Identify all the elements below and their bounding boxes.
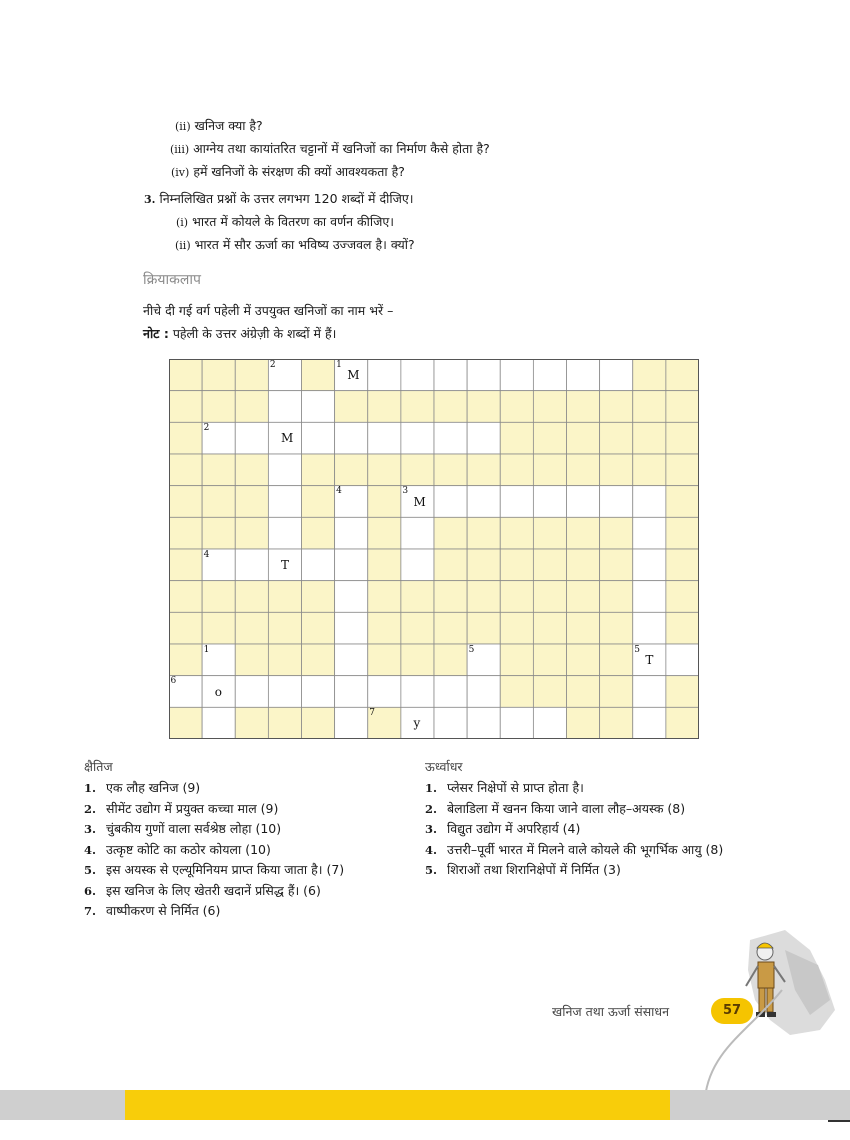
crossword-cell-open [533, 486, 566, 518]
crossword-cell-shaded [335, 454, 368, 486]
crossword-cell-shaded [467, 454, 500, 486]
crossword-cell-shaded [666, 454, 699, 486]
crossword-cell-open [268, 486, 301, 518]
crossword-cell-shaded [500, 644, 533, 676]
crossword-letter: M [347, 367, 360, 382]
clue-text: इस खनिज के लिए खेतरी खदानें प्रसिद्ध हैं। (6) [106, 882, 321, 898]
crossword-cell-shaded [302, 454, 335, 486]
crossword-cell-open [268, 391, 301, 423]
crossword-cell-open [600, 486, 633, 518]
crossword-cell-open [467, 486, 500, 518]
crossword-cell-shaded [467, 391, 500, 423]
crossword-cell-open [633, 707, 666, 739]
crossword-cell-shaded [567, 644, 600, 676]
crossword-cell-open [500, 359, 533, 391]
crossword-cell-shaded [567, 707, 600, 739]
crossword-cell-open [467, 676, 500, 708]
footer-band-yellow [125, 1090, 670, 1120]
crossword-cell-shaded [600, 422, 633, 454]
crossword-cell-shaded [401, 612, 434, 644]
crossword-cell-open [335, 549, 368, 581]
crossword-cell-shaded [600, 454, 633, 486]
crossword-cell-shaded [567, 422, 600, 454]
note-text: पहेली के उत्तर अंग्रेज़ी के शब्दों में हैं। [172, 326, 337, 341]
crossword-cell-open [500, 486, 533, 518]
crossword-cell-open [401, 676, 434, 708]
crossword-cell-shaded [434, 549, 467, 581]
crossword-cell-shaded [368, 612, 401, 644]
question-text: भारत में सौर ऊर्जा का भविष्य उज्जवल है। क्यों? [194, 237, 415, 252]
crossword-cell-shaded [567, 581, 600, 613]
crossword-cell-shaded [401, 581, 434, 613]
crossword-cell-shaded [235, 486, 268, 518]
question-text: आग्नेय तथा कायांतरित चट्टानों में खनिजों का निर्माण कैसे होता है? [193, 141, 490, 156]
clue-item [84, 800, 278, 817]
crossword-cell-open [567, 486, 600, 518]
question-number: (ii) [175, 120, 191, 133]
crossword-cell-shaded [169, 422, 202, 454]
question-text: भारत में कोयले के वितरण का वर्णन कीजिए। [192, 214, 395, 229]
crossword-cell-shaded [202, 517, 235, 549]
clue-item [425, 841, 723, 858]
crossword-cell-shaded [500, 612, 533, 644]
crossword-cell-open [434, 676, 467, 708]
crossword-cell-shaded [533, 676, 566, 708]
crossword-cell-open [633, 612, 666, 644]
crossword-cell-shaded [533, 454, 566, 486]
clue-number: 4. [425, 842, 438, 857]
clue-item [84, 902, 220, 919]
crossword-cell-shaded [401, 454, 434, 486]
crossword-cell-shaded [335, 391, 368, 423]
crossword-cell-open [467, 359, 500, 391]
crossword-cell-shaded [567, 391, 600, 423]
crossword-cell-shaded [666, 676, 699, 708]
clue-item [425, 861, 621, 878]
crossword-cell-shaded [533, 549, 566, 581]
crossword-cell-shaded [567, 549, 600, 581]
crossword-cell-shaded [202, 391, 235, 423]
crossword-cell-shaded [169, 359, 202, 391]
crossword-cell-shaded [169, 517, 202, 549]
question-number: (iv) [171, 166, 190, 179]
clue-text: विद्युत उद्योग में अपरिहार्य (4) [447, 821, 581, 836]
crossword-cell-shaded [434, 612, 467, 644]
crossword-cell-shaded [401, 644, 434, 676]
crossword-cell-shaded [368, 454, 401, 486]
crossword-cell-shaded [567, 612, 600, 644]
crossword-cell-shaded [302, 612, 335, 644]
question-2-ii [175, 117, 263, 134]
crossword-cell-open [335, 676, 368, 708]
clue-text: सीमेंट उद्योग में प्रयुक्त कच्चा माल (9) [106, 800, 279, 816]
crossword-clue-number: 4 [203, 549, 210, 560]
crossword-cell-shaded [169, 707, 202, 739]
crossword-cell-open [268, 454, 301, 486]
crossword-cell-open [533, 359, 566, 391]
crossword-cell-shaded [467, 612, 500, 644]
crossword-cell-open [302, 391, 335, 423]
crossword-cell-open [500, 707, 533, 739]
crossword-cell-open [401, 517, 434, 549]
crossword-cell-open [335, 517, 368, 549]
question-3-ii [175, 236, 415, 253]
crossword-cell-shaded [235, 517, 268, 549]
clue-text: उत्कृष्ट कोटि का कठोर कोयला (10) [106, 841, 271, 857]
crossword-cell-open [633, 486, 666, 518]
crossword-cell-shaded [500, 676, 533, 708]
crossword-cell-shaded [533, 581, 566, 613]
crossword-cell-shaded [169, 549, 202, 581]
crossword-cell-open [633, 581, 666, 613]
crossword-cell-shaded [434, 581, 467, 613]
crossword-cell-open [368, 359, 401, 391]
crossword-cell-open [268, 517, 301, 549]
crossword-cell-open [434, 359, 467, 391]
question-3-i [176, 213, 394, 230]
crossword-cell-shaded [268, 644, 301, 676]
clue-number: 6. [84, 883, 97, 898]
crossword-cell-shaded [500, 391, 533, 423]
crossword-cell-shaded [302, 486, 335, 518]
crossword-cell-open [235, 422, 268, 454]
crossword-clue-number: 5 [468, 644, 475, 655]
clue-text: चुंबकीय गुणों वाला सर्वश्रेष्ठ लोहा (10) [106, 821, 282, 836]
crossword-cell-shaded [302, 644, 335, 676]
clue-text: शिराओं तथा शिरानिक्षेपों में निर्मित (3) [447, 862, 621, 877]
crossword-cell-open [302, 422, 335, 454]
crossword-cell-shaded [567, 454, 600, 486]
clue-item [84, 861, 344, 878]
crossword-cell-shaded [666, 707, 699, 739]
crossword-cell-shaded [666, 391, 699, 423]
clue-number: 3. [84, 822, 97, 836]
crossword-cell-shaded [600, 707, 633, 739]
crossword-cell-shaded [235, 581, 268, 613]
crossword-cell-shaded [467, 517, 500, 549]
crossword-cell-shaded [368, 644, 401, 676]
crossword-cell-open [202, 707, 235, 739]
question-text: खनिज क्या है? [194, 118, 263, 133]
crossword-cell-shaded [666, 581, 699, 613]
crossword-cell-shaded [533, 644, 566, 676]
crossword-clue-number: 6 [170, 676, 177, 687]
crossword-cell-shaded [600, 391, 633, 423]
crossword-cell-shaded [500, 517, 533, 549]
clue-text: उत्तरी–पूर्वी भारत में मिलने वाले कोयले की भूगर्भिक आयु (8) [447, 841, 724, 857]
crossword-cell-shaded [169, 454, 202, 486]
crossword-cell-open [633, 549, 666, 581]
crossword-cell-open [666, 644, 699, 676]
clue-number: 5. [84, 863, 97, 877]
crossword-cell-open [302, 549, 335, 581]
crossword-cell-shaded [467, 549, 500, 581]
crossword-cell-shaded [268, 612, 301, 644]
crossword-cell-shaded [434, 644, 467, 676]
crossword-cell-shaded [202, 612, 235, 644]
crossword-cell-shaded [302, 707, 335, 739]
crossword-letter: M [413, 494, 426, 509]
clue-item [84, 779, 200, 796]
crossword-cell-shaded [500, 581, 533, 613]
crossword-cell-open [434, 486, 467, 518]
crossword-letter: y [413, 716, 421, 731]
crossword-cell-shaded [235, 644, 268, 676]
question-number: 3. [144, 193, 156, 206]
crossword-cell-shaded [600, 676, 633, 708]
crossword-cell-open [302, 676, 335, 708]
crossword-cell-shaded [235, 454, 268, 486]
clue-item [84, 820, 281, 837]
clue-number: 3. [425, 822, 438, 836]
crossword-cell-shaded [633, 454, 666, 486]
crossword-grid-lines [169, 359, 699, 739]
crossword-cell-open [567, 359, 600, 391]
crossword-cell-shaded [169, 612, 202, 644]
down-clues-title: ऊर्ध्वाधर [425, 759, 463, 774]
crossword-cell-shaded [368, 581, 401, 613]
activity-note [143, 325, 336, 342]
crossword-cell-open [268, 676, 301, 708]
activity-instruction: नीचे दी गई वर्ग पहेली में उपयुक्त खनिजों का नाम भरें – [143, 303, 394, 318]
crossword-clue-number: 5 [634, 644, 640, 655]
crossword-cell-shaded [500, 422, 533, 454]
corner-mark [828, 1120, 850, 1122]
crossword-cell-open [335, 422, 368, 454]
crossword-cell-open [368, 676, 401, 708]
crossword-cell-open [235, 549, 268, 581]
clue-item [425, 779, 584, 796]
crossword-cell-shaded [600, 517, 633, 549]
clue-item [425, 800, 685, 817]
crossword-cell-shaded [666, 359, 699, 391]
crossword-cell-shaded [202, 359, 235, 391]
clue-number: 7. [84, 904, 97, 918]
crossword-cell-shaded [600, 644, 633, 676]
crossword-cell-open [434, 707, 467, 739]
crossword-cell-shaded [169, 644, 202, 676]
crossword-cell-shaded [202, 486, 235, 518]
crossword-cell-shaded [633, 422, 666, 454]
crossword-cell-shaded [368, 391, 401, 423]
chapter-title: खनिज तथा ऊर्जा संसाधन [552, 1004, 670, 1019]
crossword-cell-shaded [500, 549, 533, 581]
crossword-cell-shaded [202, 581, 235, 613]
crossword-cell-shaded [368, 517, 401, 549]
clue-number: 4. [84, 842, 97, 857]
crossword-cell-shaded [467, 581, 500, 613]
crossword-cell-open [533, 707, 566, 739]
crossword-cell-shaded [302, 517, 335, 549]
crossword-clue-number: 1 [336, 359, 342, 370]
crossword-cell-open [633, 676, 666, 708]
crossword-clue-number: 4 [336, 486, 342, 497]
crossword-cell-open [434, 422, 467, 454]
clue-text: एक लौह खनिज (9) [106, 780, 201, 795]
crossword-cell-open [600, 359, 633, 391]
question-2-iv [171, 163, 405, 180]
question-number: (ii) [175, 239, 191, 252]
clue-text: बेलाडिला में खनन किया जाने वाला लौह–अयस्क (8) [447, 800, 686, 816]
crossword-cell-shaded [368, 549, 401, 581]
clue-number: 1. [425, 781, 438, 795]
note-label: नोट : [143, 326, 169, 341]
question-number: (iii) [170, 143, 190, 156]
crossword-clue-number: 1 [203, 644, 210, 655]
clue-number: 2. [425, 801, 438, 816]
crossword-cell-shaded [401, 391, 434, 423]
crossword-cell-shaded [434, 454, 467, 486]
crossword-grid [169, 359, 699, 739]
crossword-cell-shaded [600, 549, 633, 581]
crossword-cell-open [335, 612, 368, 644]
question-text: हमें खनिजों के संरक्षण की क्यों आवश्यकता है? [193, 164, 405, 179]
crossword-cell-shaded [533, 422, 566, 454]
crossword-cell-open [467, 707, 500, 739]
clue-item [84, 882, 321, 899]
question-text: निम्नलिखित प्रश्नों के उत्तर लगभग 120 शब्दों में दीजिए। [159, 191, 414, 206]
crossword-cell-open [335, 644, 368, 676]
crossword-cell-shaded [368, 486, 401, 518]
crossword-cell-open [401, 359, 434, 391]
crossword-cell-shaded [434, 391, 467, 423]
question-number: (i) [176, 216, 189, 229]
crossword-cell-open [335, 707, 368, 739]
clue-number: 5. [425, 863, 438, 877]
page-number: 57 [711, 998, 753, 1024]
crossword-cell-shaded [533, 612, 566, 644]
clue-number: 1. [84, 781, 97, 795]
crossword-cell-open [401, 422, 434, 454]
crossword-cell-shaded [666, 486, 699, 518]
crossword-cell-open [368, 422, 401, 454]
crossword-cell-open [467, 422, 500, 454]
crossword-cell-open [633, 517, 666, 549]
crossword-cell-shaded [666, 612, 699, 644]
crossword-cell-shaded [268, 581, 301, 613]
crossword-cell-shaded [235, 391, 268, 423]
activity-title: क्रियाकलाप [143, 272, 201, 288]
across-clues-title: क्षैतिज [84, 759, 113, 774]
crossword-cell-shaded [235, 707, 268, 739]
crossword-cell-shaded [666, 549, 699, 581]
crossword-cell-shaded [567, 676, 600, 708]
clue-text: वाष्पीकरण से निर्मित (6) [106, 903, 221, 918]
crossword-cell-shaded [202, 454, 235, 486]
clue-text: इस अयस्क से एल्यूमिनियम प्राप्त किया जाता है। (7) [106, 862, 345, 877]
question-2-iii [170, 140, 490, 157]
crossword-cell-open [235, 676, 268, 708]
crossword-cell-shaded [633, 359, 666, 391]
crossword-cell-shaded [302, 359, 335, 391]
crossword-letter: o [214, 684, 222, 699]
clue-text: प्लेसर निक्षेपों से प्राप्त होता है। [447, 780, 584, 795]
crossword-clue-number: 2 [203, 422, 210, 433]
crossword-cell-shaded [633, 391, 666, 423]
crossword-clue-number: 2 [269, 359, 276, 370]
crossword-cell-shaded [434, 517, 467, 549]
crossword-cell-shaded [500, 454, 533, 486]
crossword-cell-shaded [666, 422, 699, 454]
crossword-clue-number: 3 [402, 486, 409, 497]
crossword-letter: M [280, 431, 294, 446]
crossword-cell-shaded [235, 612, 268, 644]
crossword-cell-shaded [302, 581, 335, 613]
clue-item [425, 820, 580, 837]
crossword-cell-shaded [600, 581, 633, 613]
crossword-cell-shaded [533, 517, 566, 549]
crossword-letter: T [280, 557, 289, 572]
crossword-clue-number: 7 [369, 707, 375, 718]
crossword-cell-shaded [533, 391, 566, 423]
crossword-cell-shaded [169, 486, 202, 518]
crossword-cell-shaded [235, 359, 268, 391]
crossword-cell-shaded [268, 707, 301, 739]
question-3 [144, 190, 414, 207]
crossword-cell-open [335, 581, 368, 613]
crossword-cell-open [401, 549, 434, 581]
crossword-cell-shaded [169, 391, 202, 423]
crossword-cell-shaded [600, 612, 633, 644]
crossword-letter: T [645, 652, 654, 667]
clue-number: 2. [84, 801, 97, 816]
crossword-cell-shaded [567, 517, 600, 549]
crossword-cell-shaded [666, 517, 699, 549]
crossword-cell-shaded [169, 581, 202, 613]
clue-item [84, 841, 271, 858]
